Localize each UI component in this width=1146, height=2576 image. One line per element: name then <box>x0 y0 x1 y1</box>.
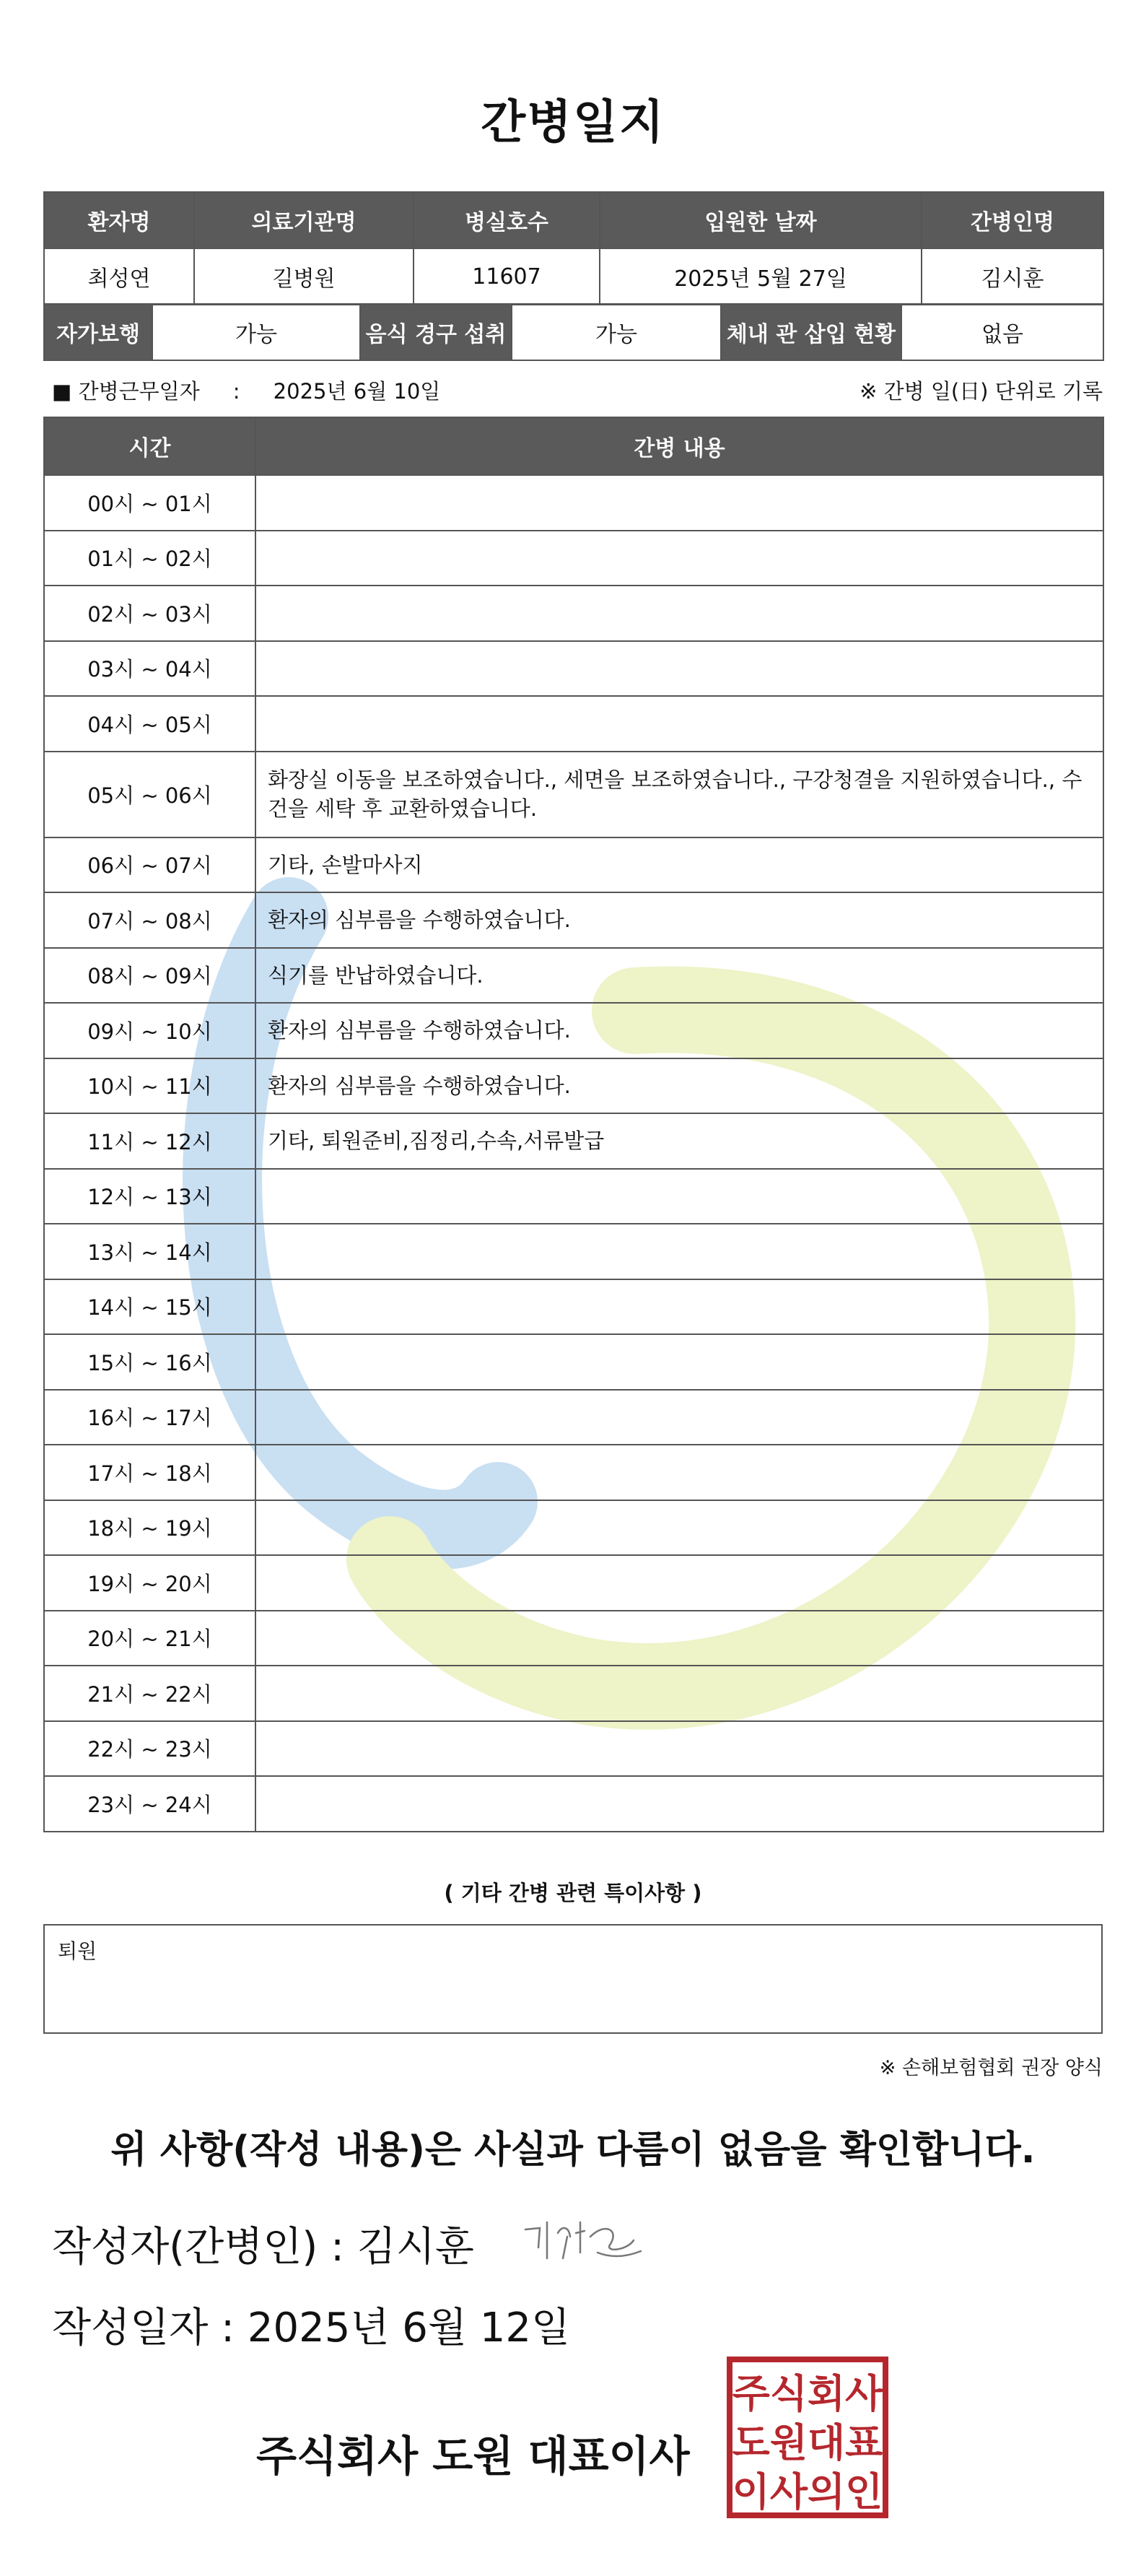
work-date-separator: : <box>232 379 240 404</box>
time-slot: 23시 ~ 24시 <box>44 1776 255 1832</box>
table-row <box>44 948 1103 1004</box>
care-content: 식기를 반납하였습니다. <box>255 948 1103 1004</box>
self-walk-value: 가능 <box>152 304 360 360</box>
oral-intake-label: 음식 경구 섭취 <box>360 304 512 360</box>
insertion-label: 체내 관 삽입 현황 <box>721 304 901 360</box>
time-slot: 01시 ~ 02시 <box>44 531 255 586</box>
care-log-rows <box>44 475 1103 1832</box>
time-slot: 03시 ~ 04시 <box>44 641 255 697</box>
table-row <box>44 1666 1103 1721</box>
time-slot: 15시 ~ 16시 <box>44 1334 255 1390</box>
notes-title: ( 기타 간병 관련 특이사항 ) <box>444 1881 702 1905</box>
table-row <box>44 696 1103 752</box>
notes-box <box>43 1924 1103 2034</box>
time-slot: 02시 ~ 03시 <box>44 586 255 641</box>
care-content: 환자의 심부름을 수행하였습니다. <box>255 1058 1103 1114</box>
table-row <box>44 837 1103 893</box>
time-slot: 09시 ~ 10시 <box>44 1003 255 1058</box>
table-row <box>44 641 1103 697</box>
self-walk-label: 자가보행 <box>44 304 152 360</box>
table-row <box>44 1611 1103 1666</box>
time-header: 시간 <box>44 417 255 475</box>
table-row <box>44 1721 1103 1777</box>
company-seal-stamp <box>725 2355 890 2520</box>
time-slot: 05시 ~ 06시 <box>44 752 255 837</box>
care-content <box>255 1555 1103 1611</box>
table-row <box>44 1500 1103 1556</box>
time-slot: 20시 ~ 21시 <box>44 1611 255 1666</box>
table-row <box>44 1555 1103 1611</box>
care-content <box>255 1445 1103 1500</box>
time-slot: 10시 ~ 11시 <box>44 1058 255 1114</box>
table-row <box>44 1224 1103 1279</box>
care-content <box>255 1776 1103 1832</box>
table-row <box>44 1776 1103 1832</box>
time-slot: 19시 ~ 20시 <box>44 1555 255 1611</box>
time-slot: 07시 ~ 08시 <box>44 892 255 948</box>
work-date-label: ■ 간병근무일자 <box>52 379 200 404</box>
care-content <box>255 1666 1103 1721</box>
time-slot: 13시 ~ 14시 <box>44 1224 255 1279</box>
time-slot: 21시 ~ 22시 <box>44 1666 255 1721</box>
table-row <box>44 892 1103 948</box>
care-content <box>255 531 1103 586</box>
table-row <box>44 1445 1103 1500</box>
table-row <box>44 1334 1103 1390</box>
hospital-name: 길병원 <box>194 248 414 305</box>
caregiver-name-header: 간병인명 <box>922 192 1103 248</box>
table-row <box>44 586 1103 641</box>
work-date <box>52 375 440 405</box>
admission-date: 2025년 5월 27일 <box>600 248 922 305</box>
recommend-note: ※ 손해보험협회 권장 양식 <box>879 2057 1103 2079</box>
writer-line: 작성자(간병인) : 김시훈 <box>52 2224 475 2271</box>
room-number: 11607 <box>414 248 600 305</box>
table-row <box>44 1390 1103 1445</box>
table-row <box>44 1113 1103 1169</box>
time-slot: 04시 ~ 05시 <box>44 696 255 752</box>
notes-text: 퇴원 <box>58 1939 97 1963</box>
patient-status-table <box>43 303 1104 361</box>
daily-unit-note: ※ 간병 일(日) 단위로 기록 <box>859 379 1103 404</box>
care-content <box>255 1721 1103 1777</box>
table-row <box>44 1169 1103 1224</box>
oral-intake-value: 가능 <box>512 304 721 360</box>
patient-name: 최성연 <box>44 248 194 305</box>
document-title: 간병일지 <box>481 96 665 149</box>
care-log-table <box>43 417 1104 1832</box>
patient-name-header: 환자명 <box>44 192 194 248</box>
care-content <box>255 1334 1103 1390</box>
time-slot: 14시 ~ 15시 <box>44 1279 255 1335</box>
care-content: 환자의 심부름을 수행하였습니다. <box>255 892 1103 948</box>
care-content <box>255 1169 1103 1224</box>
time-slot: 00시 ~ 01시 <box>44 475 255 531</box>
care-content: 기타, 퇴원준비,짐정리,수속,서류발급 <box>255 1113 1103 1169</box>
care-content <box>255 1224 1103 1279</box>
care-content <box>255 1279 1103 1335</box>
table-row <box>44 1279 1103 1335</box>
company-representative: 주식회사 도원 대표이사 <box>256 2432 690 2481</box>
care-content <box>255 641 1103 697</box>
care-content: 화장실 이동을 보조하였습니다., 세면을 보조하였습니다., 구강청결을 지원하였습니다., 수건을 세탁 후 교환하였습니다. <box>255 752 1103 837</box>
time-slot: 16시 ~ 17시 <box>44 1390 255 1445</box>
care-content <box>255 1611 1103 1666</box>
table-row <box>44 475 1103 531</box>
table-row <box>44 1058 1103 1114</box>
time-slot: 18시 ~ 19시 <box>44 1500 255 1556</box>
time-slot: 08시 ~ 09시 <box>44 948 255 1004</box>
time-slot: 06시 ~ 07시 <box>44 837 255 893</box>
content-header: 간병 내용 <box>255 417 1103 475</box>
room-number-header: 병실호수 <box>414 192 600 248</box>
hospital-name-header: 의료기관명 <box>194 192 414 248</box>
care-content <box>255 696 1103 752</box>
insertion-value: 없음 <box>901 304 1103 360</box>
handwritten-signature <box>518 2208 655 2273</box>
care-content <box>255 475 1103 531</box>
work-date-value: 2025년 6월 10일 <box>273 379 441 404</box>
table-row <box>44 531 1103 586</box>
care-content <box>255 586 1103 641</box>
care-content: 기타, 손발마사지 <box>255 837 1103 893</box>
care-content <box>255 1500 1103 1556</box>
svg-text:주식회사: 주식회사 <box>732 2371 883 2416</box>
time-slot: 12시 ~ 13시 <box>44 1169 255 1224</box>
table-row <box>44 1003 1103 1058</box>
write-date-line: 작성일자 : 2025년 6월 12일 <box>52 2305 571 2351</box>
care-content: 환자의 심부름을 수행하였습니다. <box>255 1003 1103 1058</box>
svg-text:이사의인: 이사의인 <box>732 2469 883 2515</box>
care-content <box>255 1390 1103 1445</box>
caregiver-name: 김시훈 <box>922 248 1103 305</box>
time-slot: 22시 ~ 23시 <box>44 1721 255 1777</box>
table-row <box>44 752 1103 837</box>
time-slot: 11시 ~ 12시 <box>44 1113 255 1169</box>
confirmation-statement: 위 사항(작성 내용)은 사실과 다름이 없음을 확인합니다. <box>110 2128 1036 2172</box>
svg-text:도원대표: 도원대표 <box>732 2420 883 2466</box>
admission-date-header: 입원한 날짜 <box>600 192 922 248</box>
patient-info-table <box>43 191 1104 305</box>
time-slot: 17시 ~ 18시 <box>44 1445 255 1500</box>
